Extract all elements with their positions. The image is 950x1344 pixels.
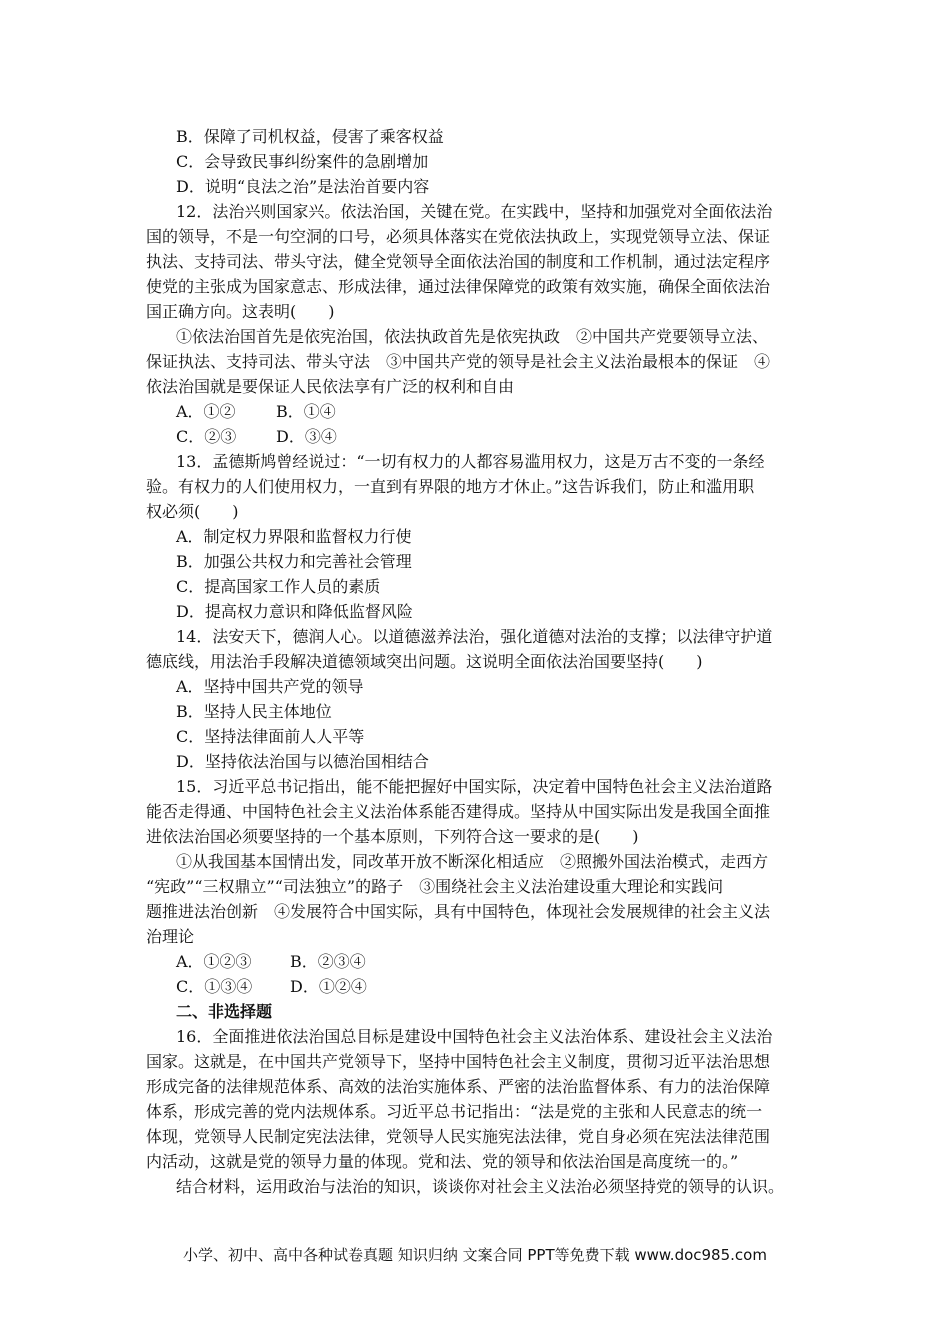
q15-statement-line: 题推进法治创新 ④发展符合中国实际，具有中国特色，体现社会发展规律的社会主义法 (146, 902, 771, 921)
q12-options-row-2 (176, 426, 337, 448)
q12-option-c: C．②③ (176, 427, 237, 446)
q12-statement-line: ①依法治国首先是依宪治国，依法执政首先是依宪执政 ②中国共产党要领导立法、 (176, 327, 769, 346)
q12-stem-line: 国正确方向。这表明( ) (146, 302, 335, 321)
q14-option-d: D．坚持依法治国与以德治国相结合 (176, 752, 429, 771)
q12-stem-line: 国的领导，不是一句空洞的口号，必须具体落实在党依法执政上，实现党领导立法、保证 (146, 227, 771, 246)
q14-stem-line: 14．法安天下，德润人心。以道德滋养法治，强化道德对法治的支撑；以法律守护道 (176, 627, 773, 646)
q16-material-line: 形成完备的法律规范体系、高效的法治实施体系、严密的法治监督体系、有力的法治保障 (146, 1077, 771, 1096)
q15-option-b: B．②③④ (290, 952, 366, 971)
q14-option-a: A．坚持中国共产党的领导 (176, 677, 364, 696)
q12-stem-line: 使党的主张成为国家意志、形成法律，通过法律保障党的政策有效实施，确保全面依法治 (146, 277, 771, 296)
q12-option-d: D．③④ (276, 427, 337, 446)
q11-option-d: D．说明“良法之治”是法治首要内容 (176, 177, 430, 196)
q15-statement-line: ①从我国基本国情出发，同改革开放不断深化相适应 ②照搬外国法治模式，走西方 (176, 852, 769, 871)
q15-stem-line: 进依法治国必须要坚持的一个基本原则，下列符合这一要求的是( ) (146, 827, 639, 846)
q15-statement-line: “宪政”“三权鼎立”“司法独立”的路子 ③围绕社会主义法治建设重大理论和实践问 (146, 877, 724, 896)
q12-option-a: A．①② (176, 402, 236, 421)
q15-statement-line: 治理论 (146, 927, 195, 946)
q16-material-line: 体系，形成完善的党内法规体系。习近平总书记指出：“法是党的主张和人民意志的统一 (146, 1102, 763, 1121)
q12-statement-line: 依法治国就是要保证人民依法享有广泛的权利和自由 (146, 377, 515, 396)
footer-text: 小学、初中、高中各种试卷真题 知识归纳 文案合同 PPT等免费下载 www.doc985.com (183, 1246, 767, 1264)
q15-options-row-1 (176, 951, 366, 973)
q12-statement-line: 保证执法、支持司法、带头守法 ③中国共产党的领导是社会主义法治最根本的保证 ④ (146, 352, 771, 371)
q12-stem-line: 执法、支持司法、带头守法，健全党领导全面依法治国的制度和工作机制，通过法定程序 (146, 252, 771, 271)
q11-option-c: C．会导致民事纠纷案件的急剧增加 (176, 152, 429, 171)
q13-option-b: B．加强公共权力和完善社会管理 (176, 552, 412, 571)
q14-stem-line: 德底线，用法治手段解决道德领域突出问题。这说明全面依法治国要坚持( ) (146, 652, 703, 671)
section-heading: 二、非选择题 (176, 1002, 273, 1021)
q12-options-row-1 (176, 401, 336, 423)
q14-option-b: B．坚持人民主体地位 (176, 702, 332, 721)
q13-option-a: A．制定权力界限和监督权力行使 (176, 527, 412, 546)
q13-stem-line: 验。有权力的人们使用权力，一直到有界限的地方才休止。”这告诉我们，防止和滥用职 (146, 477, 755, 496)
q15-option-a: A．①②③ (176, 952, 252, 971)
q16-material-line: 16．全面推进依法治国总目标是建设中国特色社会主义法治体系、建设社会主义法治 (176, 1027, 773, 1046)
q15-options-row-2 (176, 976, 367, 998)
q11-option-b: B．保障了司机权益，侵害了乘客权益 (176, 127, 444, 146)
q12-option-b: B．①④ (276, 402, 336, 421)
q15-option-c: C．①③④ (176, 977, 253, 996)
q14-option-c: C．坚持法律面前人人平等 (176, 727, 365, 746)
q16-material-line: 国家。这就是，在中国共产党领导下，坚持中国特色社会主义制度，贯彻习近平法治思想 (146, 1052, 771, 1071)
q15-stem-line: 15．习近平总书记指出，能不能把握好中国实际，决定着中国特色社会主义法治道路 (176, 777, 773, 796)
q15-stem-line: 能否走得通、中国特色社会主义法治体系能否建得成。坚持从中国实际出发是我国全面推 (146, 802, 771, 821)
q16-material-line: 内活动，这就是党的领导力量的体现。党和法、党的领导和依法治国是高度统一的。” (146, 1152, 739, 1171)
q13-option-d: D．提高权力意识和降低监督风险 (176, 602, 413, 621)
q15-option-d: D．①②④ (290, 977, 367, 996)
q16-material-line: 体现，党领导人民制定宪法法律，党领导人民实施宪法法律，党自身必须在宪法法律范围 (146, 1127, 771, 1146)
q12-stem-line: 12．法治兴则国家兴。依法治国，关键在党。在实践中，坚持和加强党对全面依法治 (176, 202, 773, 221)
q13-stem-line: 权必须( ) (146, 502, 239, 521)
q13-stem-line: 13．孟德斯鸠曾经说过：“一切有权力的人都容易滥用权力，这是万古不变的一条经 (176, 452, 765, 471)
q16-question: 结合材料，运用政治与法治的知识，谈谈你对社会主义法治必须坚持党的领导的认识。 (176, 1177, 785, 1196)
q13-option-c: C．提高国家工作人员的素质 (176, 577, 381, 596)
